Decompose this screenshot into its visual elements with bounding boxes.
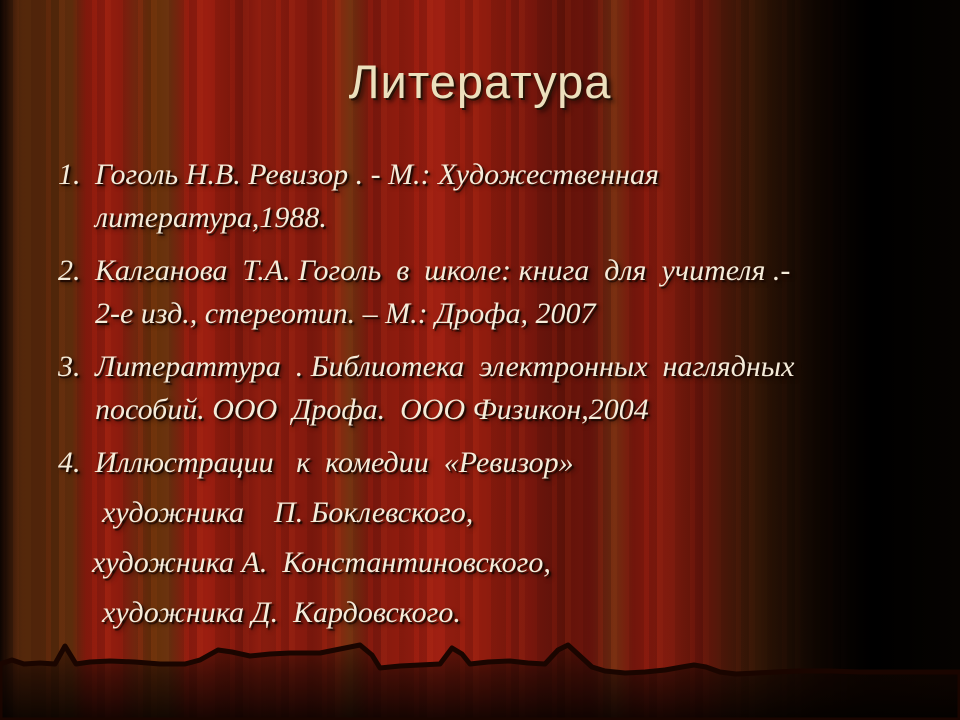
reference-line: пособий. ООО Дрофа. ООО Физикон,2004 [95, 393, 649, 426]
reference-item [58, 249, 920, 335]
reference-text: Калганова Т.А. Гоголь в школе: книга для учителя .- [95, 254, 791, 287]
reference-line: 2-е изд., стереотип. – М.: Дрофа, 2007 [95, 297, 596, 330]
list-number: 3. [58, 350, 81, 383]
list-number: 2. [58, 254, 81, 287]
reference-text: Гоголь Н.В. Ревизор . - М.: Художественная [95, 158, 659, 191]
list-number: 1. [58, 158, 81, 191]
artist-line: художника Д. Кардовского. [102, 596, 461, 629]
reference-line [58, 249, 920, 292]
reference-item [58, 345, 920, 431]
reference-list [58, 153, 920, 634]
reference-text: Литераттура . Библиотека электронных наглядных [95, 350, 795, 383]
stage-floor-silhouette [0, 620, 960, 720]
reference-line [58, 441, 920, 484]
reference-line [58, 153, 920, 196]
reference-item [58, 153, 920, 239]
artist-line: художника А. Константиновского, [92, 546, 551, 579]
slide-title: Литература [348, 55, 612, 108]
list-number: 4. [58, 446, 81, 479]
reference-item [58, 441, 920, 634]
reference-text: Иллюстрации к комедии «Ревизор» [95, 446, 574, 479]
silhouette-path [0, 645, 960, 720]
artist-line: художника П. Боклевского, [102, 496, 474, 529]
reference-line: литература,1988. [95, 201, 327, 234]
reference-line [58, 345, 920, 388]
